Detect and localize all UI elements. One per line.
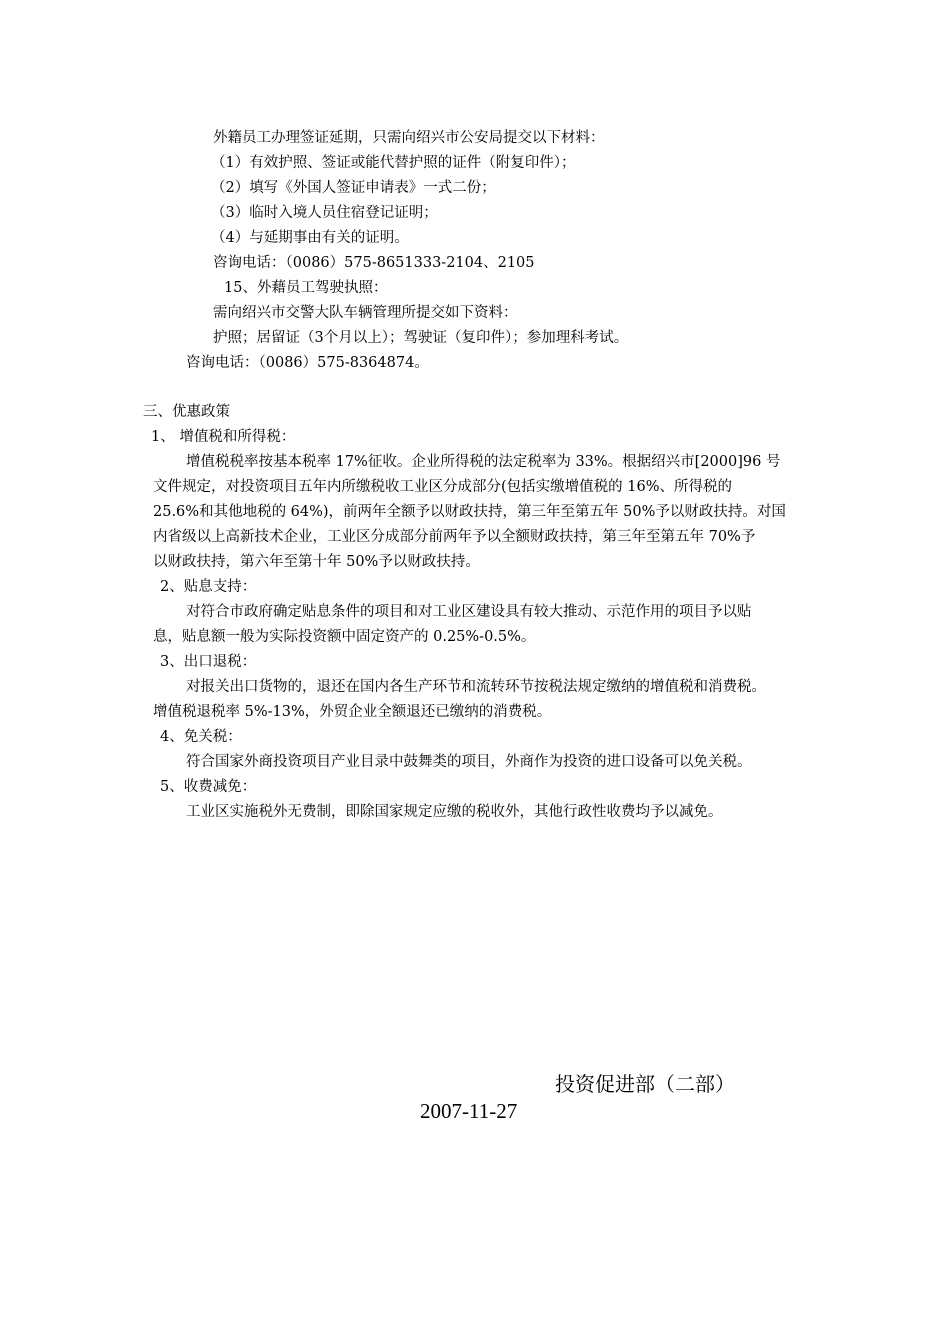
policy-paragraph-line: 对符合市政府确定贴息条件的项目和对工业区建设具有较大推动、示范作用的项目予以贴 xyxy=(186,604,752,620)
driving-requirement: 需向绍兴市交警大队车辆管理所提交如下资料： xyxy=(213,305,518,321)
policy-section-title: 4、免关税： xyxy=(160,729,242,745)
policy-section-title: 1、 增值税和所得税： xyxy=(151,429,296,445)
policy-paragraph-line: 内省级以上高新技术企业，工业区分成部分前两年予以全额财政扶持，第三年至第五年 70%予 xyxy=(153,529,756,545)
policy-paragraph-line: 文件规定，对投资项目五年内所缴税收工业区分成部分(包括实缴增值税的 16%、所得税的 xyxy=(153,479,732,495)
signature-department: 投资促进部（二部） xyxy=(555,1072,735,1096)
policy-paragraph-line: 工业区实施税外无费制，即除国家规定应缴的税收外，其他行政性收费均予以减免。 xyxy=(186,804,723,820)
visa-item: （3）临时入境人员住宿登记证明； xyxy=(211,205,438,221)
policy-paragraph-line: 符合国家外商投资项目产业目录中鼓舞类的项目，外商作为投资的进口设备可以免关税。 xyxy=(186,754,752,770)
signature-date: 2007-11-27 xyxy=(420,1099,518,1123)
driving-documents: 护照；居留证（3个月以上）；驾驶证（复印件）；参加理科考试。 xyxy=(213,330,629,346)
policy-paragraph-line: 息，贴息额一般为实际投资额中固定资产的 0.25%-0.5%。 xyxy=(153,629,536,645)
policy-paragraph-line: 25.6%和其他地税的 64%)，前两年全额予以财政扶持，第三年至第五年 50%予以财政扶持。对国 xyxy=(153,504,786,520)
visa-item: （2）填写《外国人签证申请表》一式二份； xyxy=(211,180,496,196)
policy-section-title: 5、收费减免： xyxy=(160,779,257,795)
policy-heading: 三、优惠政策 xyxy=(143,404,230,420)
visa-intro: 外籍员工办理签证延期，只需向绍兴市公安局提交以下材料： xyxy=(213,130,605,146)
visa-item: （4）与延期事由有关的证明。 xyxy=(211,230,409,246)
policy-section-title: 3、出口退税： xyxy=(160,654,257,670)
policy-section-title: 2、贴息支持： xyxy=(160,579,257,595)
policy-paragraph-line: 对报关出口货物的，退还在国内各生产环节和流转环节按税法规定缴纳的增值税和消费税。 xyxy=(186,679,766,695)
policy-paragraph-line: 以财政扶持，第六年至第十年 50%予以财政扶持。 xyxy=(153,554,480,570)
visa-phone: 咨询电话：（0086）575-8651333-2104、2105 xyxy=(213,255,535,271)
policy-paragraph-line: 增值税退税率 5%-13%，外贸企业全额退还已缴纳的消费税。 xyxy=(153,704,552,720)
driving-phone: 咨询电话：（0086）575-8364874。 xyxy=(186,355,429,371)
driving-heading: 15、外藉员工驾驶执照： xyxy=(224,280,388,296)
visa-item: （1）有效护照、签证或能代替护照的证件（附复印件）； xyxy=(211,155,576,171)
policy-paragraph-line: 增值税税率按基本税率 17%征收。企业所得税的法定税率为 33%。根据绍兴市[2000]96 号 xyxy=(186,454,781,470)
